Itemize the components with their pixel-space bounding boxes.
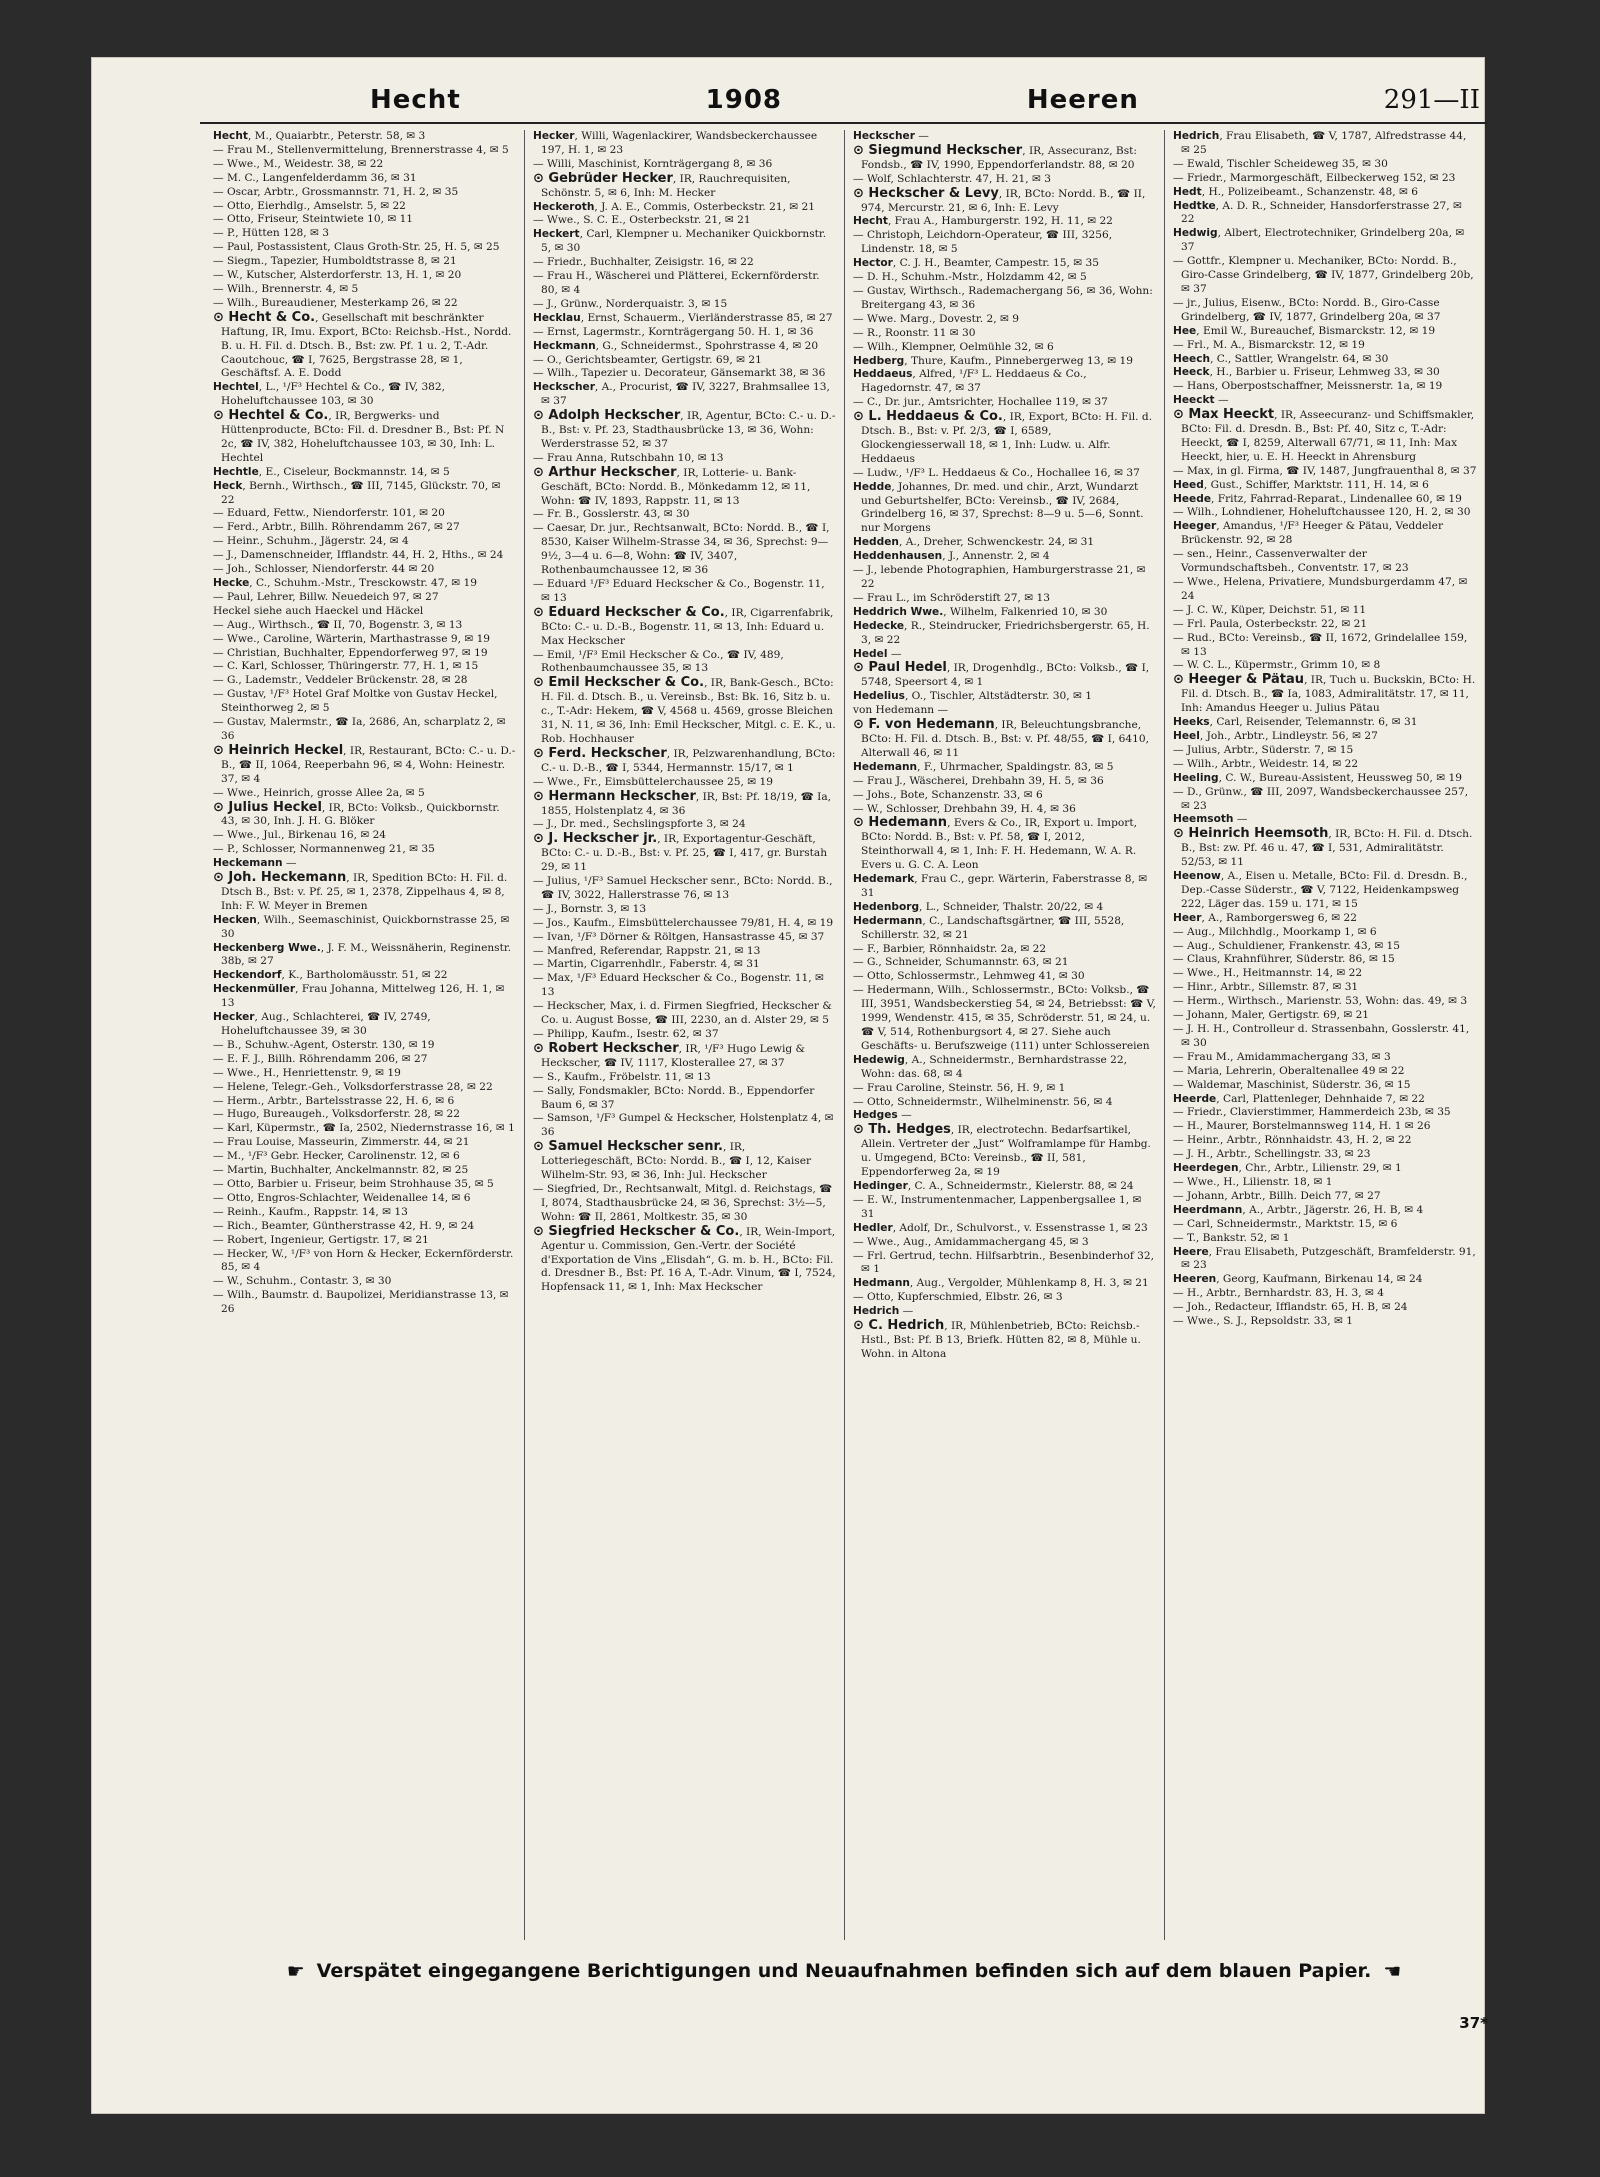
- directory-entry: Hedrich —: [853, 1305, 914, 1318]
- directory-entry: Hedde, Johannes, Dr. med. und chir., Arzt, Wundarzt und Geburtshelfer, BCto: Vereinsb., ☎ IV, 2684, Grindelberg 16, ✉ 37, Sprechst: 8—9 u. 5—6, Sonnt. nur Morgens: [853, 480, 1144, 535]
- header-year: 1908: [705, 85, 783, 115]
- directory-entry: Hedges —: [853, 1109, 912, 1122]
- directory-entry: — Hinr., Arbtr., Sillemstr. 87, ✉ 31: [1173, 981, 1359, 994]
- directory-entry: — J. C. W., Küper, Deichstr. 51, ✉ 11: [1173, 603, 1367, 616]
- directory-entry: Hedwig, Albert, Electrotechniker, Grindelberg 20a, ✉ 37: [1173, 227, 1465, 254]
- directory-entry: Hedberg, Thure, Kaufm., Pinnebergerweg 13, ✉ 19: [853, 354, 1133, 367]
- directory-entry: Heerdegen, Chr., Arbtr., Lilienstr. 29, ✉ 1: [1173, 1162, 1402, 1175]
- directory-entry: — Robert, Ingenieur, Gertigstr. 17, ✉ 21: [213, 1233, 429, 1246]
- directory-entry: Hecker, Willi, Wagenlackirer, Wandsbeckerchaussee 197, H. 1, ✉ 23: [533, 130, 818, 156]
- directory-entry: — E. W., Instrumentenmacher, Lappenbergsallee 1, ✉ 31: [853, 1193, 1142, 1220]
- directory-entry: — Wilh., Brennerstr. 4, ✉ 5: [213, 282, 359, 295]
- directory-entry: — Wilh., Bureaudiener, Mesterkamp 26, ✉ 22: [213, 296, 458, 309]
- directory-columns: [205, 130, 1485, 1940]
- directory-entry: — J., Damenschneider, Ifflandstr. 44, H. 2, Hths., ✉ 24: [213, 549, 504, 562]
- column-1: [205, 130, 525, 1940]
- directory-entry: ⊙ Arthur Heckscher, IR, Lotterie- u. Bank-Geschäft, BCto: Nordd. B., Mönkedamm 12, ✉ 11, Wohn: ☎ IV, 1893, Rappstr. 11, ✉ 13: [533, 464, 811, 507]
- directory-entry: — O., Gerichtsbeamter, Gertigstr. 69, ✉ 21: [533, 353, 762, 366]
- directory-entry: — Herm., Wirthsch., Marienstr. 53, Wohn: das. 49, ✉ 3: [1173, 995, 1468, 1008]
- directory-entry: Hedt, H., Polizeibeamt., Schanzenstr. 48, ✉ 6: [1173, 185, 1418, 198]
- directory-entry: Heenow, A., Eisen u. Metalle, BCto: Fil. d. Dresdn. B., Dep.-Casse Süderstr., ☎ V, 7122, Heidenkampsweg 222, Läger das. 159 u. 171, ✉ 15: [1173, 870, 1468, 910]
- directory-entry: Heckeroth, J. A. E., Commis, Osterbeckstr. 21, ✉ 21: [533, 200, 816, 213]
- directory-entry: — Caesar, Dr. jur., Rechtsanwalt, BCto: Nordd. B., ☎ I, 8530, Kaiser Wilhelm-Strasse 34, ✉ 36, Sprechst: 9—9½, 3—4 u. 6—8, Wohn: ☎ IV, 3407, Rothenbaumchaussee 12, ✉ 36: [533, 522, 830, 577]
- directory-entry: ⊙ Th. Hedges, IR, electrotechn. Bedarfsartikel, Allein. Vertreter der „Just“ Wolframlampe für Hambg. u. Umgegend, BCto: Vereinsb., ☎ II, 581, Eppendorferweg 2a, ✉ 19: [853, 1122, 1151, 1179]
- directory-entry: — Wwe., Aug., Amidammachergang 45, ✉ 3: [853, 1235, 1089, 1248]
- column-2: [525, 130, 845, 1940]
- directory-entry: ⊙ Hedemann, Evers & Co., IR, Export u. Import, BCto: Nordd. B., Bst: v. Pf. 58, ☎ I, 2012, Steinthorwall 4, ✉ 1, Inh: F. H. Hedemann, W. A. R. Evers u. G. C. A. Leon: [853, 815, 1137, 872]
- directory-entry: Hecht, Frau A., Hamburgerstr. 192, H. 11, ✉ 22: [853, 215, 1113, 228]
- directory-entry: — Siegfried, Dr., Rechtsanwalt, Mitgl. d. Reichstags, ☎ I, 8074, Stadthausbrücke 24, ✉ 36, Sprechst: 3½—5, Wohn: ☎ II, 2861, Moltkestr. 35, ✉ 30: [533, 1182, 833, 1223]
- directory-entry: ⊙ Julius Heckel, IR, BCto: Volksb., Quickbornstr. 43, ✉ 30, Inh. J. H. G. Blöker: [213, 799, 500, 828]
- directory-entry: Heede, Fritz, Fahrrad-Reparat., Lindenallee 60, ✉ 19: [1173, 492, 1462, 505]
- directory-entry: — T., Bankstr. 52, ✉ 1: [1173, 1231, 1290, 1244]
- directory-entry: ⊙ Heckscher & Levy, IR, BCto: Nordd. B., ☎ II, 974, Mercurstr. 21, ✉ 6, Inh: E. Levy: [853, 185, 1146, 214]
- directory-entry: — Wwe., M., Weidestr. 38, ✉ 22: [213, 157, 384, 170]
- directory-entry: — Johann, Maler, Gertigstr. 69, ✉ 21: [1173, 1009, 1370, 1022]
- directory-entry: — Samson, ¹/F³ Gumpel & Heckscher, Holstenplatz 4, ✉ 36: [533, 1112, 834, 1139]
- directory-entry: — Frau H., Wäscherei und Plätterei, Eckernförderstr. 80, ✉ 4: [533, 270, 820, 296]
- directory-entry: — Frl. Paula, Osterbeckstr. 22, ✉ 21: [1173, 617, 1368, 630]
- directory-entry: — Sally, Fondsmakler, BCto: Nordd. B., Eppendorfer Baum 6, ✉ 37: [533, 1084, 815, 1111]
- directory-entry: Heck, Bernh., Wirthsch., ☎ III, 7145, Glückstr. 70, ✉ 22: [213, 479, 501, 506]
- directory-entry: — Carl, Schneidermstr., Marktstr. 15, ✉ 6: [1173, 1217, 1398, 1230]
- directory-entry: — J. H. H., Controlleur d. Strassenbahn, Gosslerstr. 41, ✉ 30: [1173, 1023, 1470, 1049]
- header-left-catchword: Hecht: [370, 85, 461, 115]
- directory-entry: — Max, ¹/F³ Eduard Heckscher & Co., Bogenstr. 11, ✉ 13: [533, 972, 824, 999]
- directory-entry: — Wwe., S. J., Repsoldstr. 33, ✉ 1: [1173, 1315, 1353, 1328]
- page-number: 291—II: [1383, 85, 1480, 115]
- directory-entry: Heddrich Wwe., Wilhelm, Falkenried 10, ✉ 30: [853, 605, 1108, 618]
- directory-entry: — Otto, Friseur, Steintwiete 10, ✉ 11: [213, 213, 414, 226]
- directory-entry: — Christian, Buchhalter, Eppendorferweg 97, ✉ 19: [213, 646, 488, 659]
- directory-entry: ⊙ Robert Heckscher, IR, ¹/F³ Hugo Lewig & Heckscher, ☎ IV, 1117, Klosterallee 27, ✉ 37: [533, 1040, 805, 1069]
- directory-entry: — Otto, Barbier u. Friseur, beim Strohhause 35, ✉ 5: [213, 1177, 494, 1190]
- directory-entry: Hedtke, A. D. R., Schneider, Hansdorferstrasse 27, ✉ 22: [1173, 199, 1462, 226]
- directory-entry: — Frau M., Amidammachergang 33, ✉ 3: [1173, 1050, 1391, 1063]
- directory-entry: Hechtle, E., Ciseleur, Bockmannstr. 14, ✉ 5: [213, 465, 450, 478]
- directory-entry: — J. H., Arbtr., Schellingstr. 33, ✉ 23: [1173, 1148, 1371, 1161]
- column-3: [845, 130, 1165, 1940]
- directory-entry: ⊙ Hecht & Co., Gesellschaft mit beschränkter Haftung, IR, Imu. Export, BCto: Reichsb.-Hst., Nordd. B. u. H. Fil. d. Dtsch. B., Bst: zw. Pf. 1 u. 2, T.-Adr. Caoutchouc, ☎ I, 7625, Bergstrasse 28, ✉ 1, Geschäftsf. A. E. Dodd: [213, 309, 512, 380]
- directory-entry: ⊙ L. Heddaeus & Co., IR, Export, BCto: H. Fil. d. Dtsch. B., Bst: v. Pf. 2/3, ☎ I, 6589, Glockengiesserwall 18, ✉ 1, Inh: Ludw. u. Alfr. Heddaeus: [853, 409, 1153, 465]
- directory-entry: — Paul, Postassistent, Claus Groth-Str. 25, H. 5, ✉ 25: [213, 241, 500, 254]
- header-right-catchword: Heeren: [1026, 85, 1139, 115]
- directory-entry: — F., Barbier, Rönnhaidstr. 2a, ✉ 22: [853, 942, 1047, 955]
- directory-entry: Heere, Frau Elisabeth, Putzgeschäft, Bramfelderstr. 91, ✉ 23: [1173, 1245, 1476, 1272]
- directory-entry: Heckert, Carl, Klempner u. Mechaniker Quickbornstr. 5, ✉ 30: [533, 228, 827, 255]
- directory-entry: Hedrich, Frau Elisabeth, ☎ V, 1787, Alfredstrasse 44, ✉ 25: [1173, 130, 1467, 156]
- directory-entry: ⊙ Joh. Heckemann, IR, Spedition BCto: H. Fil. d. Dtsch B., Bst: v. Pf. 25, ✉ 1, 2378, Zippelhaus 4, ✉ 8, Inh: F. W. Meyer in Bremen: [213, 870, 508, 912]
- directory-entry: — Wwe., Helena, Privatiere, Mundsburgerdamm 47, ✉ 24: [1173, 576, 1468, 602]
- directory-entry: Heed, Gust., Schiffer, Marktstr. 111, H. 14, ✉ 6: [1173, 478, 1429, 491]
- directory-entry: — Eduard ¹/F³ Eduard Heckscher & Co., Bogenstr. 11, ✉ 13: [533, 578, 825, 604]
- directory-entry: Heckscher —: [853, 130, 929, 142]
- directory-entry: Hedelius, O., Tischler, Altstädterstr. 30, ✉ 1: [853, 690, 1092, 703]
- directory-entry: — P., Hütten 128, ✉ 3: [213, 227, 330, 240]
- directory-entry: — Paul, Lehrer, Billw. Neuedeich 97, ✉ 27: [213, 590, 439, 603]
- directory-entry: — Karl, Küpermstr., ☎ Ia, 2502, Niedernstrasse 16, ✉ 1: [213, 1122, 515, 1135]
- directory-entry: — Gustav, ¹/F³ Hotel Graf Moltke von Gustav Heckel, Steinthorweg 2, ✉ 5: [213, 688, 498, 715]
- directory-entry: — W., Kutscher, Alsterdorferstr. 13, H. 1, ✉ 20: [213, 269, 462, 282]
- directory-entry: — E. F. J., Billh. Röhrendamm 206, ✉ 27: [213, 1052, 428, 1065]
- directory-entry: — Reinh., Kaufm., Rappstr. 14, ✉ 13: [213, 1205, 408, 1218]
- directory-entry: Heddaeus, Alfred, ¹/F³ L. Heddaeus & Co., Hagedornstr. 47, ✉ 37: [853, 368, 1087, 395]
- directory-entry: — Siegm., Tapezier, Humboldtstrasse 8, ✉ 21: [213, 255, 457, 268]
- directory-entry: ⊙ Hechtel & Co., IR, Bergwerks- und Hüttenproducte, BCto: Fil. d. Dresdner B., Bst: Pf. N 2c, ☎ IV, 382, Hoheluftchaussee 103, ✉ 30, Inh: L. Hechtel: [213, 408, 505, 464]
- directory-entry: Hedermann, C., Landschaftsgärtner, ☎ III, 5528, Schillerstr. 32, ✉ 21: [853, 914, 1125, 941]
- directory-entry: — Otto, Engros-Schlachter, Weidenallee 14, ✉ 6: [213, 1191, 471, 1204]
- directory-entry: — J., Bornstr. 3, ✉ 13: [533, 902, 647, 915]
- directory-entry: Hechtel, L., ¹/F³ Hechtel & Co., ☎ IV, 382, Hoheluftchaussee 103, ✉ 30: [213, 381, 446, 408]
- directory-entry: — Claus, Krahnführer, Süderstr. 86, ✉ 15: [1173, 953, 1395, 966]
- directory-entry: — P., Schlosser, Normannenweg 21, ✉ 35: [213, 843, 435, 856]
- directory-entry: ⊙ Siegmund Heckscher, IR, Assecuranz, Bst: Fondsb., ☎ IV, 1990, Eppendorferlandstr. 88, ✉ 20: [853, 142, 1137, 171]
- directory-entry: Hedenborg, L., Schneider, Thalstr. 20/22, ✉ 4: [853, 900, 1104, 913]
- directory-entry: — Rich., Beamter, Güntherstrasse 42, H. 9, ✉ 24: [213, 1219, 475, 1232]
- directory-entry: — Ernst, Lagermstr., Kornträgergang 50. H. 1, ✉ 36: [533, 325, 814, 338]
- running-header: [110, 80, 1570, 120]
- directory-entry: — Herm., Arbtr., Bartelsstrasse 22, H. 6, ✉ 6: [213, 1094, 455, 1107]
- directory-entry: Hedinger, C. A., Schneidermstr., Kielerstr. 88, ✉ 24: [853, 1179, 1134, 1192]
- directory-entry: Heech, C., Sattler, Wrangelstr. 64, ✉ 30: [1173, 352, 1389, 365]
- pointing-hand-left-icon: ☛: [286, 1959, 305, 1983]
- directory-entry: — Johann, Arbtr., Billh. Deich 77, ✉ 27: [1173, 1189, 1381, 1202]
- directory-entry: Hedden, A., Dreher, Schwenckestr. 24, ✉ 31: [853, 536, 1095, 549]
- directory-entry: — Johs., Bote, Schanzenstr. 33, ✉ 6: [853, 788, 1043, 801]
- directory-entry: ⊙ Eduard Heckscher & Co., IR, Cigarrenfabrik, BCto: C.- u. D.-B., Bogenstr. 11, ✉ 13, Inh: Eduard u. Max Heckscher: [533, 604, 834, 647]
- directory-entry: — Martin, Buchhalter, Anckelmannstr. 82, ✉ 25: [213, 1164, 469, 1177]
- directory-entry: — Emil, ¹/F³ Emil Heckscher & Co., ☎ IV, 489, Rothenbaumchaussee 35, ✉ 13: [533, 648, 784, 675]
- directory-entry: — Gottfr., Klempner u. Mechaniker, BCto: Nordd. B., Giro-Casse Grindelberg, ☎ IV, 1877, Grindelberg 20b, ✉ 37: [1173, 255, 1474, 295]
- directory-entry: Hedemann, F., Uhrmacher, Spaldingstr. 83, ✉ 5: [853, 760, 1114, 773]
- directory-entry: — Gustav, Malermstr., ☎ Ia, 2686, An, scharplatz 2, ✉ 36: [213, 716, 506, 742]
- directory-entry: Hector, C. J. H., Beamter, Campestr. 15, ✉ 35: [853, 257, 1099, 270]
- directory-entry: ⊙ Gebrüder Hecker, IR, Rauchrequisiten, Schönstr. 5, ✉ 6, Inh: M. Hecker: [533, 170, 791, 199]
- directory-entry: — Aug., Milchhdlg., Moorkamp 1, ✉ 6: [1173, 925, 1377, 938]
- directory-entry: Heerdmann, A., Arbtr., Jägerstr. 26, H. B, ✉ 4: [1173, 1203, 1424, 1216]
- column-4: [1165, 130, 1485, 1940]
- directory-entry: — Christoph, Leichdorn-Operateur, ☎ III, 3256, Lindenstr. 18, ✉ 5: [853, 229, 1113, 256]
- directory-entry: Hecken, Wilh., Seemaschinist, Quickbornstrasse 25, ✉ 30: [213, 913, 510, 940]
- footer-notice-text: Verspätet eingegangene Berichtigungen und Neuaufnahmen befinden sich auf dem blauen Papier.: [316, 1960, 1372, 1982]
- directory-entry: ⊙ Paul Hedel, IR, Drogenhdlg., BCto: Volksb., ☎ I, 5748, Speersort 4, ✉ 1: [853, 660, 1150, 689]
- directory-entry: — Frl. Gertrud, techn. Hilfsarbtrin., Besenbinderhof 32, ✉ 1: [853, 1249, 1154, 1276]
- directory-entry: — J., Grünw., Norderquaistr. 3, ✉ 15: [533, 297, 728, 310]
- directory-entry: — Heckscher, Max, i. d. Firmen Siegfried, Heckscher & Co. u. August Bosse, ☎ III, 2230, an d. Alster 29, ✉ 5: [533, 1000, 832, 1027]
- directory-entry: ⊙ Heinrich Heckel, IR, Restaurant, BCto: C.- u. D.-B., ☎ II, 1064, Reeperbahn 96, ✉ 4, Wohn: Heinestr. 37, ✉ 4: [213, 742, 516, 785]
- directory-entry: Heeck, H., Barbier u. Friseur, Lehmweg 33, ✉ 30: [1173, 366, 1440, 379]
- footer-notice: [200, 1956, 1488, 1986]
- directory-entry: — Frau Caroline, Steinstr. 56, H. 9, ✉ 1: [853, 1081, 1066, 1094]
- directory-entry: — Frau M., Stellenvermittelung, Brennerstrasse 4, ✉ 5: [213, 143, 509, 156]
- directory-entry: Heckel siehe auch Haeckel und Häckel: [213, 604, 424, 617]
- directory-entry: Heeks, Carl, Reisender, Telemannstr. 6, ✉ 31: [1173, 716, 1418, 729]
- directory-entry: — B., Schuhw.-Agent, Osterstr. 130, ✉ 19: [213, 1038, 435, 1051]
- directory-entry: ⊙ Max Heeckt, IR, Asseecuranz- und Schiffsmakler, BCto: Fil. d. Dresdn. B., Bst: Pf. 40, Sitz c, T.-Adr: Heeckt, ☎ I, 8259, Alterwall 67/71, ✉ 11, Inh: Max Heeckt, hier, u. E. H. Heeckt in Ahrensburg: [1173, 407, 1475, 463]
- directory-entry: — Max, in gl. Firma, ☎ IV, 1487, Jungfrauenthal 8, ✉ 37: [1173, 464, 1477, 477]
- directory-entry: — H., Arbtr., Bernhardstr. 83, H. 3, ✉ 4: [1173, 1287, 1384, 1300]
- directory-entry: — Rud., BCto: Vereinsb., ☎ II, 1672, Grindelallee 159, ✉ 13: [1173, 631, 1468, 658]
- printer-signature: 37*: [1459, 2014, 1488, 2032]
- directory-entry: — Ludw., ¹/F³ L. Heddaeus & Co., Hochallee 16, ✉ 37: [853, 466, 1140, 479]
- directory-entry: Heeren, Georg, Kaufmann, Birkenau 14, ✉ 24: [1173, 1273, 1423, 1286]
- directory-entry: — Otto, Kupferschmied, Elbstr. 26, ✉ 3: [853, 1291, 1063, 1304]
- directory-entry: Heeckt —: [1173, 394, 1229, 407]
- directory-entry: — Joh., Redacteur, Ifflandstr. 65, H. B, ✉ 24: [1173, 1301, 1408, 1314]
- directory-entry: Hecker, Aug., Schlachterei, ☎ IV, 2749, Hoheluftchaussee 39, ✉ 30: [213, 1011, 431, 1037]
- directory-entry: Heemsoth —: [1173, 813, 1248, 826]
- directory-entry: ⊙ Samuel Heckscher senr., IR, Lotteriegeschäft, BCto: Nordd. B., ☎ I, 12, Kaiser Wilhelm-Str. 93, ✉ 36, Inh: Jul. Heckscher: [533, 1139, 812, 1182]
- directory-entry: — Heinr., Schuhm., Jägerstr. 24, ✉ 4: [213, 535, 409, 548]
- directory-entry: — Wwe., Jul., Birkenau 16, ✉ 24: [213, 829, 387, 842]
- directory-entry: — S., Kaufm., Fröbelstr. 11, ✉ 13: [533, 1070, 711, 1083]
- directory-entry: Hecht, M., Quaiarbtr., Peterstr. 58, ✉ 3: [213, 130, 426, 142]
- directory-entry: — Wilh., Klempner, Oelmühle 32, ✉ 6: [853, 340, 1054, 353]
- directory-entry: Heel, Joh., Arbtr., Lindleystr. 56, ✉ 27: [1173, 729, 1378, 742]
- directory-entry: — Wwe., H., Lilienstr. 18, ✉ 1: [1173, 1175, 1333, 1188]
- directory-entry: — Philipp, Kaufm., Isestr. 62, ✉ 37: [533, 1028, 719, 1040]
- directory-entry: ⊙ Hermann Heckscher, IR, Bst: Pf. 18/19, ☎ Ia, 1855, Holstenplatz 4, ✉ 36: [533, 788, 832, 817]
- directory-entry: — Wilh., Tapezier u. Decorateur, Gänsemarkt 38, ✉ 36: [533, 367, 826, 380]
- directory-entry: — Wwe., S. C. E., Osterbeckstr. 21, ✉ 21: [533, 214, 751, 227]
- directory-entry: Hedmann, Aug., Vergolder, Mühlenkamp 8, H. 3, ✉ 21: [853, 1277, 1149, 1290]
- directory-entry: — Joh., Schlosser, Niendorferstr. 44 ✉ 20: [213, 563, 435, 576]
- directory-entry: — Frau J., Wäscherei, Drehbahn 39, H. 5, ✉ 36: [853, 774, 1104, 787]
- directory-entry: — Waldemar, Maschinist, Süderstr. 36, ✉ 15: [1173, 1078, 1411, 1091]
- directory-entry: — Hedermann, Wilh., Schlossermstr., BCto: Volksb., ☎ III, 3951, Wandsbeckerstieg 54, ✉ 24, Betriebsst: ☎ V, 1999, Wendenstr. 415, ✉ 35, Schröderstr. 51, ✉ 24, u. ☎ V, 514, Rothenburgsort 4, ✉ 27. Siehe auch Geschäfts- u. Berufszweige (111) unter Schlossereien: [853, 984, 1156, 1052]
- directory-entry: ⊙ Adolph Heckscher, IR, Agentur, BCto: C.- u. D.-B., Bst: v. Pf. 23, Stadthausbrücke 13, ✉ 36, Wohn: Werderstrasse 52, ✉ 37: [533, 408, 836, 450]
- directory-entry: Heer, A., Ramborgersweg 6, ✉ 22: [1173, 911, 1357, 924]
- directory-entry: — R., Roonstr. 11 ✉ 30: [853, 326, 976, 339]
- directory-entry: — sen., Heinr., Cassenverwalter der Vormundschaftsbeh., Conventstr. 17, ✉ 23: [1173, 548, 1409, 575]
- directory-entry: von Hedemann —: [853, 704, 949, 717]
- directory-entry: — Frau Anna, Rutschbahn 10, ✉ 13: [533, 451, 724, 464]
- directory-entry: — M. C., Langenfelderdamm 36, ✉ 31: [213, 171, 417, 184]
- directory-entry: — Heinr., Arbtr., Rönnhaidstr. 43, H. 2, ✉ 22: [1173, 1134, 1412, 1147]
- directory-entry: — J., Dr. med., Sechslingspforte 3, ✉ 24: [533, 818, 746, 831]
- directory-entry: ⊙ Siegfried Heckscher & Co., IR, Wein-Import, Agentur u. Commission, Gen.-Vertr. der Société d'Exportation de Vins „Elisdah“, G. m. b. H., BCto: Fil. d. Dresdner B., Bst: Pf. 16 A, T.-Adr. Vinum, ☎ I, 7524, Hopfensack 11, ✉ 1, Inh: Max Heckscher: [533, 1223, 836, 1294]
- directory-entry: — jr., Julius, Eisenw., BCto: Nordd. B., Giro-Casse Grindelberg, ☎ IV, 1877, Grindelberg 20a, ✉ 37: [1173, 296, 1441, 323]
- directory-entry: — Wwe., Fr., Eimsbüttelerchaussee 25, ✉ 19: [533, 775, 773, 788]
- directory-entry: Heckmann, G., Schneidermst., Spohrstrasse 4, ✉ 20: [533, 339, 819, 352]
- directory-entry: — Helene, Telegr.-Geh., Volksdorferstrasse 28, ✉ 22: [213, 1080, 493, 1093]
- directory-entry: Hedel —: [853, 647, 902, 660]
- directory-entry: — D., Grünw., ☎ III, 2097, Wandsbeckerchaussee 257, ✉ 23: [1173, 785, 1469, 812]
- directory-entry: ⊙ Heinrich Heemsoth, IR, BCto: H. Fil. d. Dtsch. B., Bst: zw. Pf. 46 u. 47, ☎ I, 531, Admiralitätstr. 52/53, ✉ 11: [1173, 826, 1473, 869]
- directory-entry: — Julius, Arbtr., Süderstr. 7, ✉ 15: [1173, 743, 1354, 756]
- directory-entry: Hedemark, Frau C., gepr. Wärterin, Faberstrasse 8, ✉ 31: [853, 873, 1148, 899]
- directory-entry: Heckscher, A., Procurist, ☎ IV, 3227, Brahmsallee 13, ✉ 37: [533, 381, 830, 408]
- directory-entry: Heckemann —: [213, 857, 297, 870]
- directory-entry: — Ivan, ¹/F³ Dörner & Röltgen, Hansastrasse 45, ✉ 37: [533, 930, 825, 943]
- directory-entry: ⊙ C. Hedrich, IR, Mühlenbetrieb, BCto: Reichsb.-Hstl., Bst: Pf. B 13, Briefk. Hütten 82, ✉ 8, Mühle u. Wohn. in Altona: [853, 1318, 1141, 1360]
- directory-entry: — G., Lademstr., Veddeler Brückenstr. 28, ✉ 28: [213, 674, 468, 687]
- directory-entry: — Jos., Kaufm., Eimsbüttelerchaussee 79/81, H. 4, ✉ 19: [533, 916, 834, 929]
- directory-entry: — Wwe. Marg., Dovestr. 2, ✉ 9: [853, 312, 1019, 325]
- directory-entry: Hecke, C., Schuhm.-Mstr., Tresckowstr. 47, ✉ 19: [213, 577, 477, 589]
- directory-entry: Heckendorf, K., Bartholomäusstr. 51, ✉ 22: [213, 969, 448, 982]
- directory-entry: — W., Schlosser, Drehbahn 39, H. 4, ✉ 36: [853, 802, 1076, 815]
- directory-entry: — Willi, Maschinist, Kornträgergang 8, ✉ 36: [533, 157, 773, 170]
- directory-entry: — Ferd., Arbtr., Billh. Röhrendamm 267, ✉ 27: [213, 521, 460, 534]
- directory-entry: — Aug., Schuldiener, Frankenstr. 43, ✉ 15: [1173, 939, 1401, 952]
- directory-entry: — Ewald, Tischler Scheideweg 35, ✉ 30: [1173, 157, 1388, 170]
- directory-entry: Hecklau, Ernst, Schauerm., Vierländerstrasse 85, ✉ 27: [533, 311, 833, 324]
- directory-entry: — Manfred, Referendar, Rappstr. 21, ✉ 13: [533, 944, 761, 957]
- directory-entry: — Hans, Oberpostschaffner, Meissnerstr. 1a, ✉ 19: [1173, 380, 1443, 393]
- directory-entry: — D. H., Schuhm.-Mstr., Holzdamm 42, ✉ 5: [853, 271, 1087, 284]
- directory-entry: Heeling, C. W., Bureau-Assistent, Heussweg 50, ✉ 19: [1173, 771, 1462, 784]
- directory-entry: — Frau L., im Schröderstift 27, ✉ 13: [853, 591, 1050, 604]
- directory-entry: — Friedr., Marmorgeschäft, Eilbeckerweg 152, ✉ 23: [1173, 171, 1456, 184]
- directory-entry: — H., Maurer, Borstelmannsweg 114, H. 1 ✉ 26: [1173, 1120, 1431, 1133]
- directory-entry: Hedler, Adolf, Dr., Schulvorst., v. Essenstrasse 1, ✉ 23: [853, 1221, 1148, 1234]
- directory-entry: — W., Schuhm., Contastr. 3, ✉ 30: [213, 1275, 392, 1288]
- directory-entry: Heckenmüller, Frau Johanna, Mittelweg 126, H. 1, ✉ 13: [213, 983, 505, 1010]
- directory-entry: — M., ¹/F³ Gebr. Hecker, Carolinenstr. 12, ✉ 6: [213, 1150, 460, 1163]
- directory-entry: — Wwe., H., Henriettenstr. 9, ✉ 19: [213, 1066, 401, 1079]
- directory-entry: — Julius, ¹/F³ Samuel Heckscher senr., BCto: Nordd. B., ☎ IV, 3022, Hallerstrasse 76, ✉ 13: [533, 875, 833, 901]
- header-rule: [200, 122, 1488, 124]
- directory-entry: — Friedr., Clavierstimmer, Hammerdeich 23b, ✉ 35: [1173, 1106, 1451, 1119]
- directory-entry: — W. C. L., Küpermstr., Grimm 10, ✉ 8: [1173, 659, 1381, 672]
- directory-entry: — Frau Louise, Masseurin, Zimmerstr. 44, ✉ 21: [213, 1136, 470, 1149]
- directory-entry: — C., Dr. jur., Amtsrichter, Hochallee 119, ✉ 37: [853, 396, 1108, 409]
- directory-entry: — Hecker, W., ¹/F³ von Horn & Hecker, Eckernförderstr. 85, ✉ 4: [213, 1247, 514, 1274]
- directory-entry: — Wolf, Schlachterstr. 47, H. 21, ✉ 3: [853, 172, 1051, 185]
- directory-entry: — Martin, Cigarrenhdlr., Faberstr. 4, ✉ 31: [533, 958, 760, 971]
- directory-entry: Hedewig, A., Schneidermstr., Bernhardstrasse 22, Wohn: das. 68, ✉ 4: [853, 1053, 1128, 1080]
- directory-entry: — Wilh., Arbtr., Weidestr. 14, ✉ 22: [1173, 757, 1359, 770]
- directory-entry: Hedecke, R., Steindrucker, Friedrichsbergerstr. 65, H. 3, ✉ 22: [853, 619, 1150, 646]
- directory-entry: ⊙ Emil Heckscher & Co., IR, Bank-Gesch., BCto: H. Fil. d. Dtsch. B., u. Vereinsb., Bst: Bk. 16, Sitz b. u. c., T.-Adr: Hekem, ☎ V, 4568 u. 4569, grosse Bleichen 31, N. 11, ✉ 36, Inh: Emil Heckscher, Mitgl. c. E. K., u. Rob. Hochhauser: [533, 675, 836, 745]
- directory-entry: — Otto, Schneidermstr., Wilhelminenstr. 56, ✉ 4: [853, 1095, 1113, 1108]
- directory-entry: ⊙ Ferd. Heckscher, IR, Pelzwarenhandlung, BCto: C.- u. D.-B., ☎ I, 5344, Hermannstr. 15/17, ✉ 1: [533, 745, 836, 774]
- directory-entry: — G., Schneider, Schumannstr. 63, ✉ 21: [853, 956, 1069, 969]
- directory-entry: — Oscar, Arbtr., Grossmannstr. 71, H. 2, ✉ 35: [213, 185, 459, 198]
- directory-entry: — Frl., M. A., Bismarckstr. 12, ✉ 19: [1173, 338, 1365, 351]
- directory-entry: — Wilh., Lohndiener, Hoheluftchaussee 120, H. 2, ✉ 30: [1173, 506, 1471, 519]
- directory-entry: — Otto, Eierhdlg., Amselstr. 5, ✉ 22: [213, 199, 406, 212]
- directory-entry: — Wwe., H., Heitmannstr. 14, ✉ 22: [1173, 967, 1363, 980]
- directory-entry: — Friedr., Buchhalter, Zeisigstr. 16, ✉ 22: [533, 256, 754, 269]
- directory-entry: Heddenhausen, J., Annenstr. 2, ✉ 4: [853, 550, 1050, 563]
- directory-entry: Heeger, Amandus, ¹/F³ Heeger & Pätau, Veddeler Brückenstr. 92, ✉ 28: [1173, 520, 1444, 547]
- directory-entry: Heckenberg Wwe., J. F. M., Weissnäherin, Reginenstr. 38b, ✉ 27: [213, 941, 512, 968]
- directory-entry: ⊙ Heeger & Pätau, IR, Tuch u. Buckskin, BCto: H. Fil. d. Dtsch. B., ☎ Ia, 1083, Admiralitätstr. 17, ✉ 11, Inh: Amandus Heeger u. Julius Pätau: [1173, 672, 1476, 715]
- directory-entry: Heerde, Carl, Plattenleger, Dehnhaide 7, ✉ 22: [1173, 1092, 1425, 1105]
- pointing-hand-right-icon: ☚: [1383, 1959, 1402, 1983]
- directory-entry: — Wilh., Baumstr. d. Baupolizei, Meridianstrasse 13, ✉ 26: [213, 1289, 509, 1316]
- directory-entry: — Wwe., Heinrich, grosse Allee 2a, ✉ 5: [213, 786, 425, 799]
- directory-entry: — Hugo, Bureaugeh., Volksdorferstr. 28, ✉ 22: [213, 1108, 461, 1121]
- directory-entry: — Gustav, Wirthsch., Rademachergang 56, ✉ 36, Wohn: Breitergang 43, ✉ 36: [853, 284, 1153, 311]
- directory-entry: — Eduard, Fettw., Niendorferstr. 101, ✉ 20: [213, 507, 445, 520]
- directory-entry: — C. Karl, Schlosser, Thüringerstr. 77, H. 1, ✉ 15: [213, 660, 479, 673]
- directory-entry: — Maria, Lehrerin, Oberaltenallee 49 ✉ 22: [1173, 1064, 1405, 1077]
- directory-entry: — Otto, Schlossermstr., Lehmweg 41, ✉ 30: [853, 970, 1085, 983]
- directory-entry: ⊙ J. Heckscher jr., IR, Exportagentur-Geschäft, BCto: C.- u. D.-B., Bst: v. Pf. 25, ☎ I, 417, gr. Burstah 29, ✉ 11: [533, 831, 828, 874]
- directory-entry: Hee, Emil W., Bureauchef, Bismarckstr. 12, ✉ 19: [1173, 324, 1436, 337]
- directory-entry: — Aug., Wirthsch., ☎ II, 70, Bogenstr. 3, ✉ 13: [213, 618, 463, 631]
- directory-entry: — Fr. B., Gosslerstr. 43, ✉ 30: [533, 508, 690, 521]
- directory-entry: ⊙ F. von Hedemann, IR, Beleuchtungsbranche, BCto: H. Fil. d. Dtsch. B., Bst: v. Pf. 48/55, ☎ I, 6410, Alterwall 46, ✉ 11: [853, 717, 1149, 759]
- directory-entry: — J., lebende Photographien, Hamburgerstrasse 21, ✉ 22: [853, 564, 1146, 590]
- directory-entry: — Wwe., Caroline, Wärterin, Marthastrasse 9, ✉ 19: [213, 632, 491, 645]
